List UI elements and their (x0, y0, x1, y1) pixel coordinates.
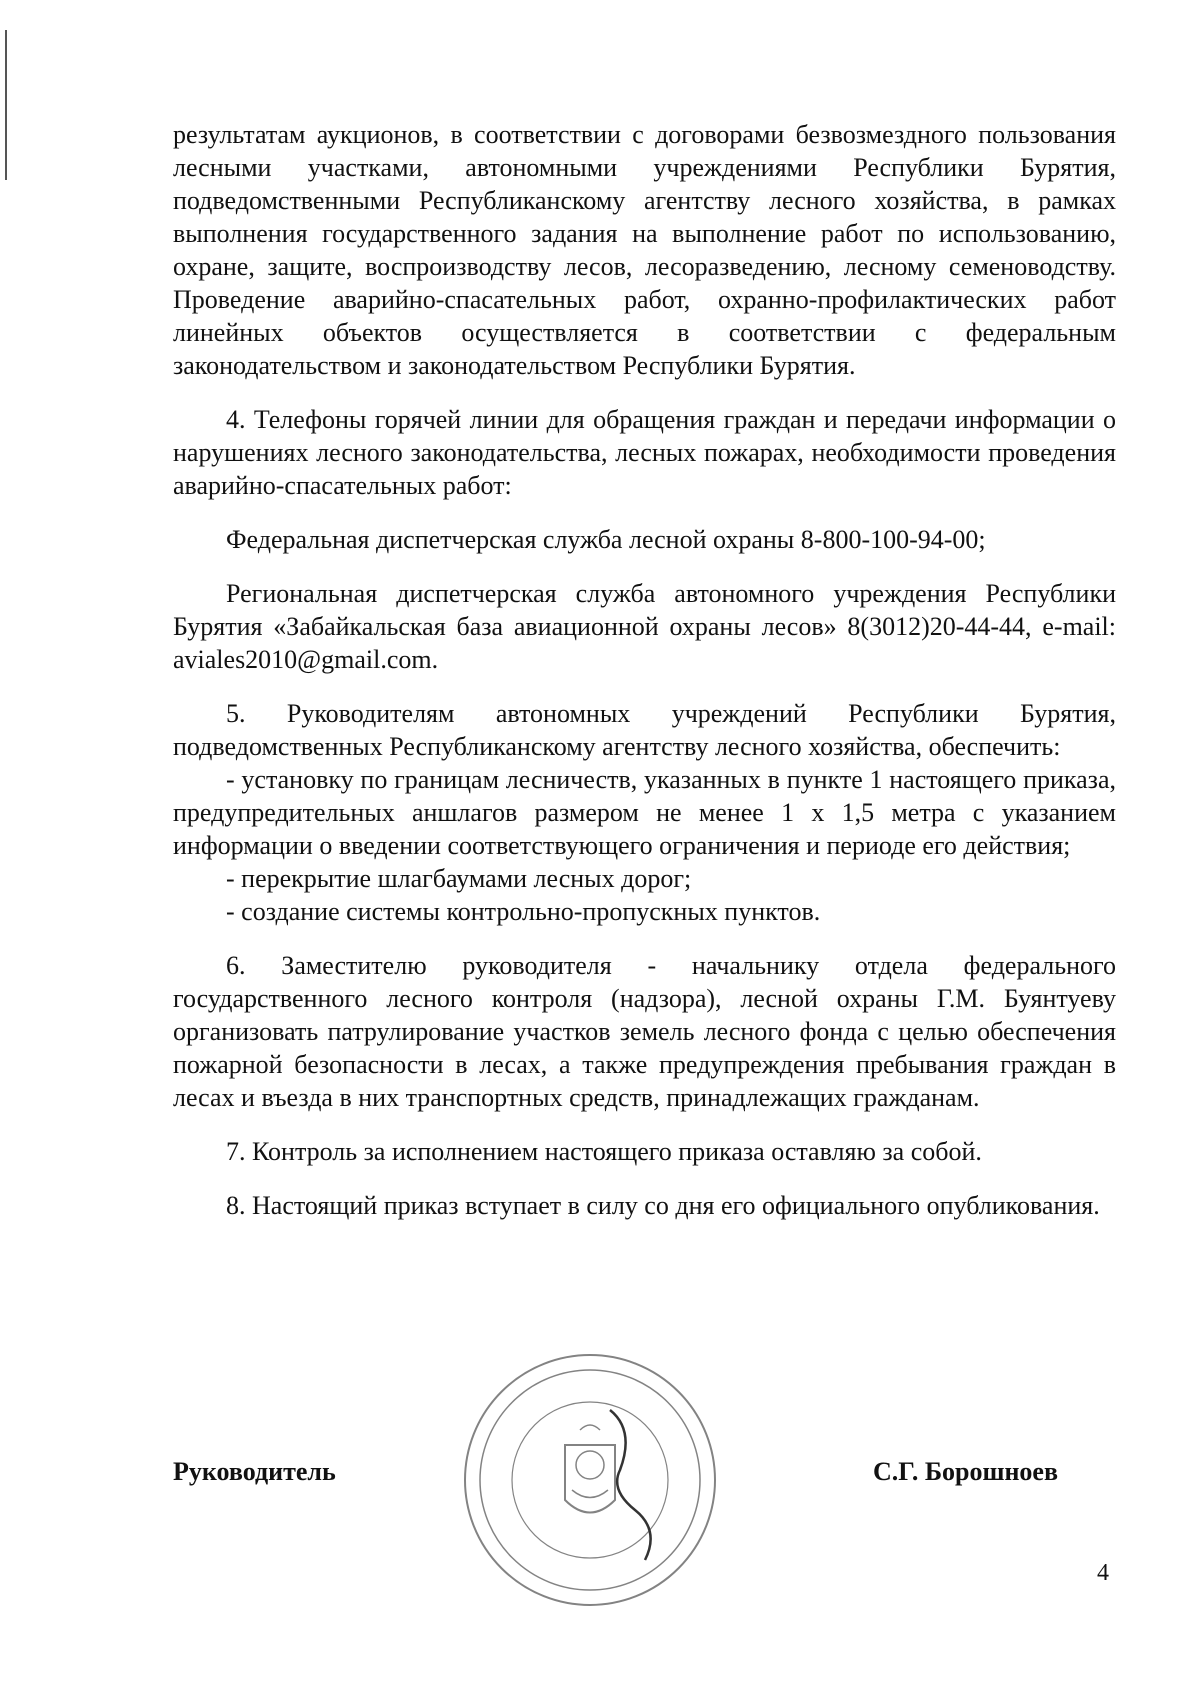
signatory-title: Руководитель (173, 1457, 336, 1486)
paragraph-4-federal-hotline: Федеральная диспетчерская служба лесной охраны 8-800-100-94-00; (226, 525, 986, 554)
paragraph-5-item-1: - установку по границам лесничеств, указанных в пункте 1 настоящего приказа, предупредительных аншлагов размером не менее 1 х 1,5 метра с указанием информации о введении соответствующего ограничения и периоде его действия; (173, 765, 1116, 860)
page-number: 4 (1097, 1560, 1109, 1586)
paragraph-4-regional-hotline: Региональная диспетчерская служба автономного учреждения Республики Бурятия «Забайкальская база авиационной охраны лесов» 8(3012)20-44-44, e-mail: aviales2010@gmail.com. (173, 579, 1116, 674)
paragraph-4: 4. Телефоны горячей линии для обращения граждан и передачи информации о нарушениях лесного законодательства, лесных пожарах, необходимости проведения аварийно-спасательных работ: (173, 405, 1116, 500)
paragraph-8: 8. Настоящий приказ вступает в силу со дня его официального опубликования. (226, 1191, 1100, 1220)
paragraph-6: 6. Заместителю руководителя - начальнику отдела федерального государственного лесного контроля (надзора), лесной охраны Г.М. Буянтуеву организовать патрулирование участков земель лесного фонда с целью обеспечения пожарной безопасности в лесах, а также предупреждения пребывания граждан в лесах и въезда в них транспортных средств, принадлежащих гражданам. (173, 951, 1116, 1112)
signatory-name: С.Г. Борошноев (872, 1457, 1058, 1486)
paragraph-5-item-3: - создание системы контрольно-пропускных пунктов. (226, 897, 821, 926)
paragraph-continuation: результатам аукционов, в соответствии с договорами безвозмездного пользования лесными участками, автономными учреждениями Республики Бурятия, подведомственными Республиканскому агентству лесного хозяйства, в рамках выполнения государственного задания на выполнение работ по использованию, охране, защите, воспроизводству лесов, лесоразведению, лесному семеноводству. Проведение аварийно-спасательных работ, охранно-профилактических работ линейных объектов осуществляется в соответствии с федеральным законодательством и законодательством Республики Бурятия. (173, 120, 1116, 380)
body-text (173, 118, 1116, 1222)
binding-line (5, 30, 7, 180)
signature-block (173, 1457, 1116, 1497)
paragraph-5: 5. Руководителям автономных учреждений Республики Бурятия, подведомственных Республиканскому агентству лесного хозяйства, обеспечить: (173, 699, 1116, 761)
paragraph-5-item-2: - перекрытие шлагбаумами лесных дорог; (226, 864, 692, 893)
paragraph-7: 7. Контроль за исполнением настоящего приказа оставляю за собой. (226, 1137, 982, 1166)
